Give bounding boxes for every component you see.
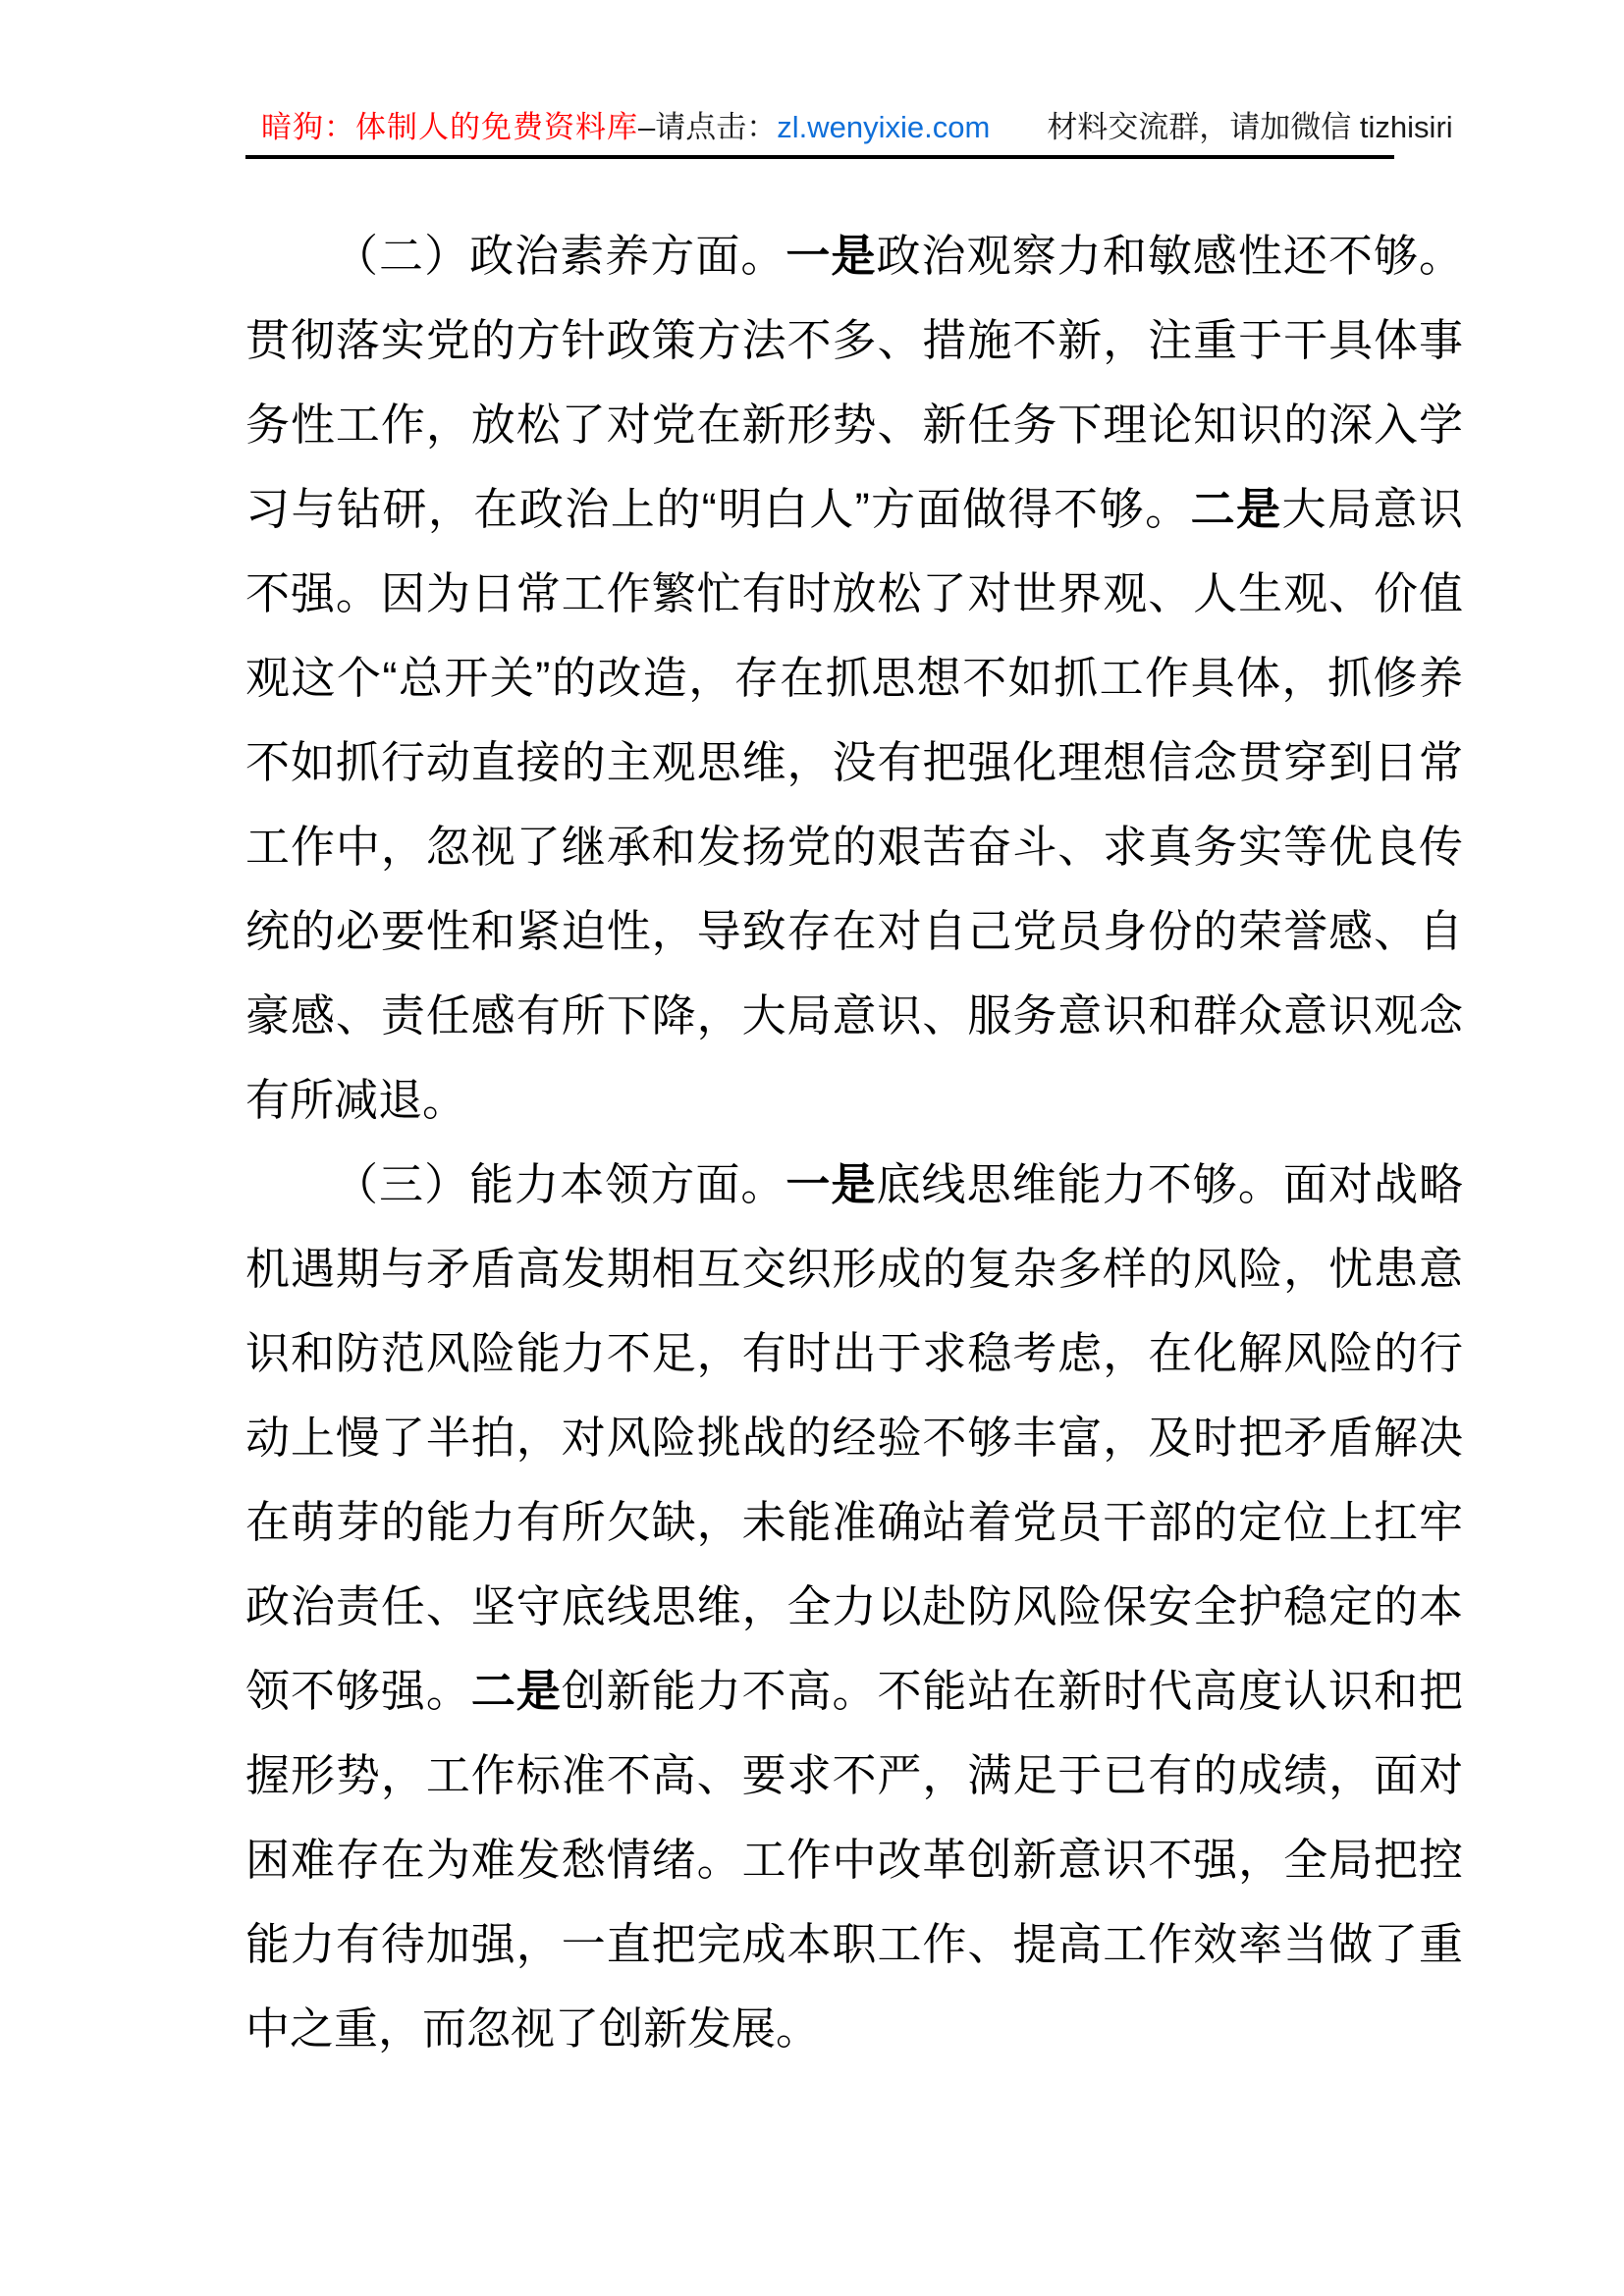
text-segment: （三）能力本领方面。 <box>334 1159 786 1209</box>
header-wechat-info: 材料交流群，请加微信 tizhisiri <box>1047 110 1453 144</box>
paragraph <box>245 214 1463 1143</box>
text-segment: 创新能力不高。不能站在新时代高度认识和把握形势，工作标准不高、要求不严，满足于已有的成绩，面对困难存在为难发愁情绪。工作中改革创新意识不强，全局把控能力有待加强，一直把完成本职工作、提高工作效率当做了重中之重，而忽视了创新发展。 <box>245 1666 1463 2054</box>
text-segment: （二）政治素养方面。 <box>334 231 786 281</box>
header-click-prompt: –请点击： <box>638 110 778 144</box>
paragraph <box>245 1143 1463 2071</box>
text-segment: 政治观察力和敏感性还不够。贯彻落实党的方针政策方法不多、措施不新，注重于干具体事务性工作，放松了对党在新形势、新任务下理论知识的深入学习与钻研，在政治上的“明白人”方面做得不够。 <box>245 231 1463 534</box>
document-body <box>245 214 1463 2071</box>
bold-lead: 二是 <box>470 1666 562 1716</box>
text-segment: 大局意识不强。因为日常工作繁忙有时放松了对世界观、人生观、价值观这个“总开关”的改造，存在抓思想不如抓工作具体，抓修养不如抓行动直接的主观思维，没有把强化理想信念贯穿到日常工作中，忽视了继承和发扬党的艰苦奋斗、求真务实等优良传统的必要性和紧迫性，导致存在对自己党员身份的荣誉感、自豪感、责任感有所下降，大局意识、服务意识和群众意识观念有所减退。 <box>245 484 1463 1125</box>
bold-lead: 二是 <box>1190 484 1282 534</box>
header-link[interactable]: zl.wenyixie.com <box>777 110 991 144</box>
bold-lead: 一是 <box>785 231 877 281</box>
text-segment: 底线思维能力不够。面对战略机遇期与矛盾高发期相互交织形成的复杂多样的风险，忧患意识和防范风险能力不足，有时出于求稳考虑，在化解风险的行动上慢了半拍，对风险挑战的经验不够丰富，及时把矛盾解决在萌芽的能力有所欠缺，未能准确站着党员干部的定位上扛牢政治责任、坚守底线思维，全力以赴防风险保安全护稳定的本领不够强。 <box>245 1159 1463 1716</box>
header-brand-text: 暗狗：体制人的免费资料库 <box>261 110 638 144</box>
bold-lead: 一是 <box>785 1159 877 1209</box>
page-header <box>245 106 1453 159</box>
